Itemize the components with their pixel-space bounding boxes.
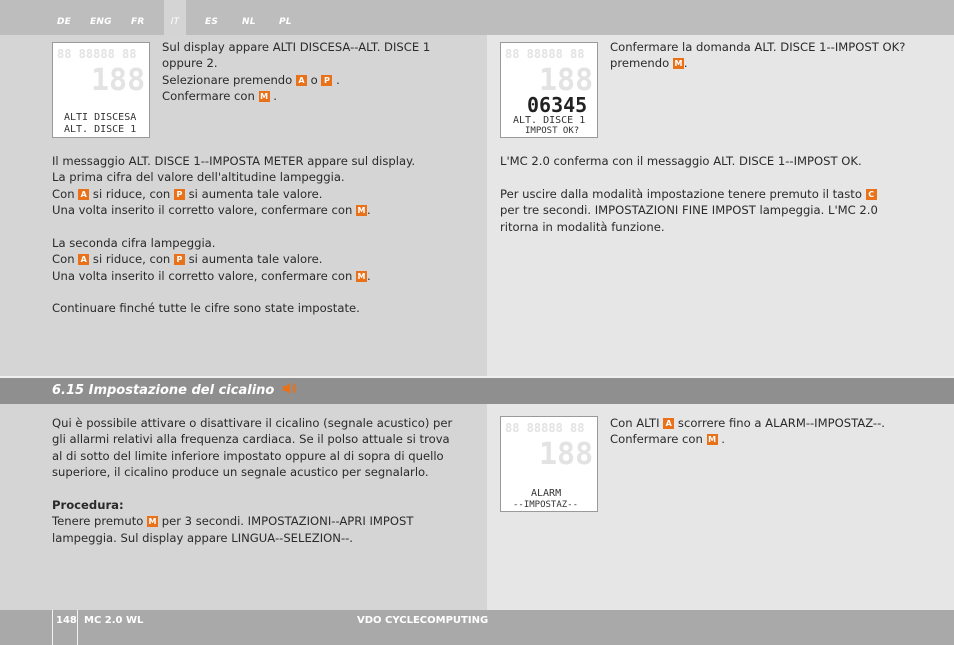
section-divider (0, 376, 954, 378)
key-p-icon: P (174, 254, 185, 265)
block2-paragraph-2: Per uscire dalla modalità impostazione tenere premuto il tasto C per tre secondi. IMPOSTAZIONI FINE IMPOST lampeggia. L'MC 2.0 ritorna in modalità funzione. (500, 187, 878, 234)
key-m-icon: M (674, 59, 683, 69)
lang-pl[interactable]: PL (279, 17, 292, 27)
speaker-sound-icon (281, 382, 299, 395)
block1-side-text: Sul display appare ALTI DISCESA--ALT. DISCE 1 oppure 2. Selezionare premendo A o P . Confermare con M . (162, 40, 431, 103)
display-thumbnail-impost-ok: 88 88888 88 188 06345 ALT. DISCE 1 IMPOST OK? (500, 42, 598, 138)
block2-paragraph-1: L'MC 2.0 conferma con il messaggio ALT. DISCE 1--IMPOST OK. (500, 154, 862, 168)
procedure-label: Procedura: (52, 498, 124, 512)
key-c-icon: C (866, 189, 877, 200)
key-m-icon: M (357, 271, 366, 281)
key-a-icon: A (296, 75, 307, 86)
footer-divider (52, 610, 53, 645)
key-m-icon: M (708, 435, 717, 445)
display-thumbnail-alarm: 88 88888 88 188 ALARM --IMPOSTAZ-- (500, 416, 598, 512)
block3-intro: Qui è possibile attivare o disattivare il cicalino (segnale acustico) per gli allarmi relativi alla frequenza cardiaca. Se il polso attuale si trova al di sotto del limite inferiore impostato oppure al di sopra di quello superiore, il cicalino produce un segnale acustico per segnalarlo. (52, 416, 453, 479)
key-a-icon: A (78, 254, 89, 265)
key-m-icon: M (148, 517, 157, 527)
lang-es[interactable]: ES (205, 17, 219, 27)
block1-paragraph-3: Continuare finché tutte le cifre sono state impostate. (52, 301, 360, 315)
lang-nl[interactable]: NL (242, 17, 256, 27)
section-title: 6.15 Impostazione del cicalino (52, 382, 299, 398)
key-p-icon: P (174, 189, 185, 200)
block3-procedure: Procedura: Tenere premuto M per 3 secondi. IMPOSTAZIONI--APRI IMPOST lampeggia. Sul display appare LINGUA--SELEZION--. (52, 498, 414, 545)
lang-de[interactable]: DE (57, 17, 72, 27)
lang-it-active[interactable]: IT (164, 0, 186, 35)
key-m-icon: M (260, 91, 269, 101)
block1-paragraph-2: La seconda cifra lampeggia. Con A si riduce, con P si aumenta tale valore. Una volta inserito il corretto valore, confermare con M . (52, 236, 371, 283)
footer-divider (77, 610, 78, 645)
display-thumbnail-alti-discesa: 88 88888 88 188 ALTI DISCESA ALT. DISCE 1 (52, 42, 150, 138)
block4-side-text: Con ALTI A scorrere fino a ALARM--IMPOSTAZ--. Confermare con M . (610, 416, 885, 447)
lang-fr[interactable]: FR (131, 17, 145, 27)
key-a-icon: A (663, 418, 674, 429)
key-p-icon: P (321, 75, 332, 86)
key-m-icon: M (357, 205, 366, 215)
footer-model: MC 2.0 WL (84, 615, 144, 626)
key-a-icon: A (78, 189, 89, 200)
block2-side-text: Confermare la domanda ALT. DISCE 1--IMPOST OK? premendo M . (610, 40, 906, 71)
page-number: 148 (56, 615, 77, 626)
footer-brand: VDO CYCLECOMPUTING (357, 615, 489, 626)
lang-eng[interactable]: ENG (90, 17, 112, 27)
block1-paragraph-1: Il messaggio ALT. DISCE 1--IMPOSTA METER appare sul display. La prima cifra del valore dell'altitudine lampeggia. Con A si riduce, con P si aumenta tale valore. Una volta inserito il corretto valore, confermare con M . (52, 154, 416, 217)
